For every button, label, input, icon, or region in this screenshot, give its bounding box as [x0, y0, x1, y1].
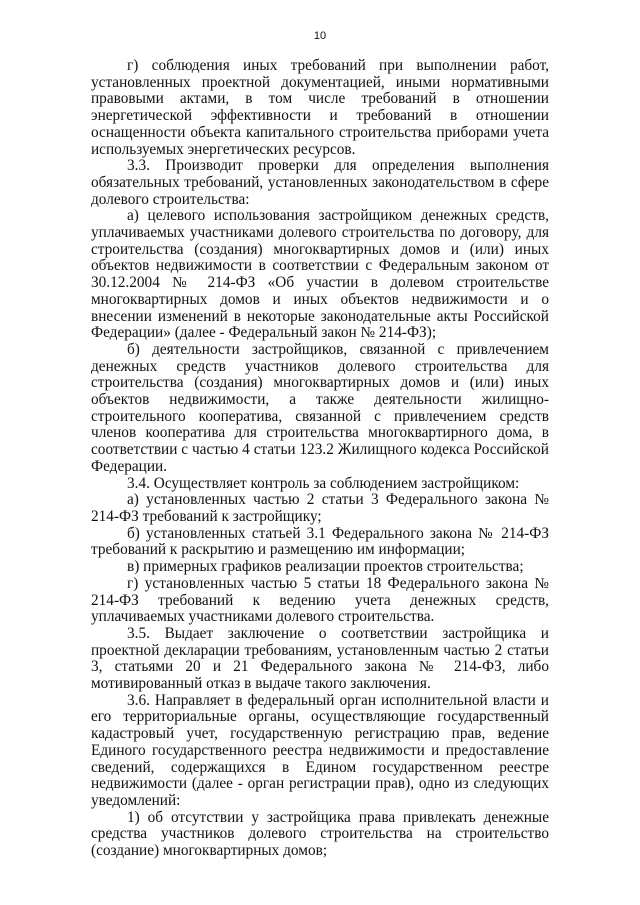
paragraph-3-4-v: в) примерных графиков реализации проектов строительства; [127, 558, 524, 576]
page-number: 10 [313, 30, 327, 42]
paragraph-3-3: 3.3. Производит проверки для определения выполнения обязательных требований, установленных законодательством в сфере долевого строительства: [91, 157, 549, 208]
paragraph-3-4-b: б) установленных статьей 3.1 Федерального закона № 214-ФЗ требований к раскрытию и размещению им информации; [91, 524, 549, 559]
paragraph-3-5: 3.5. Выдает заключение о соответствии застройщика и проектной декларации требованиям, установленным частью 2 статьи 3, статьями 20 и 21 Федерального закона № 214-ФЗ, либо мотивированный отказ в выдаче такого заключения. [91, 624, 549, 693]
paragraph-g-energy-requirements: г) соблюдения иных требований при выполнении работ, установленных проектной документацией, иными нормативными правовыми актами, в том числе требований в отношении энергетической эффективности и требований в отношении оснащенности объекта капитального строительства приборами учета используемых энергетических ресурсов. [91, 57, 549, 158]
paragraph-3-6-1: 1) об отсутствии у застройщика права привлекать денежные средства участников долевого строительства на строительство (создание) многоквартирных домов; [91, 808, 549, 860]
paragraph-3-4-a: а) установленных частью 2 статьи 3 Федерального закона № 214-ФЗ требований к застройщику; [91, 491, 549, 525]
paragraph-3-4: 3.4. Осуществляет контроль за соблюдением застройщиком: [127, 474, 520, 492]
paragraph-3-3-b: б) деятельности застройщиков, связанной с привлечением денежных средств участников долевого строительства для строительства (создания) многоквартирных домов и (или) иных объектов недвижимости, а также деятельности жилищно-строительного кооператива, связанной с привлечением средств членов кооператива для строительства многоквартирного дома, в соответствии с частью 4 статьи 123.2 Жилищного кодекса Российской Федерации. [91, 340, 549, 475]
paragraph-3-3-a: а) целевого использования застройщиком денежных средств, уплачиваемых участниками долевого строительства по договору, для строительства (создания) многоквартирных домов и (или) иных объектов недвижимости в соответствии с Федеральным законом от 30.12.2004 № 214-ФЗ «Об участии в долевом строительстве многоквартирных домов и иных объектов недвижимости и о внесении изменений в некоторые законодательные акты Российской Федерации» (далее - Федеральный закон № 214-ФЗ); [91, 207, 549, 342]
paragraph-3-6: 3.6. Направляет в федеральный орган исполнительной власти и его территориальные органы, осуществляющие государственный кадастровый учет, государственную регистрацию прав, ведение Единого государственного реестра недвижимости и предоставление сведений, содержащихся в Едином государственном реестре недвижимости (далее - орган регистрации прав), одно из следующих уведомлений: [91, 691, 549, 809]
document-body [91, 58, 549, 860]
paragraph-3-4-g: г) установленных частью 5 статьи 18 Федерального закона № 214-ФЗ требований к ведению учета денежных средств, уплачиваемых участниками долевого строительства. [91, 574, 549, 626]
